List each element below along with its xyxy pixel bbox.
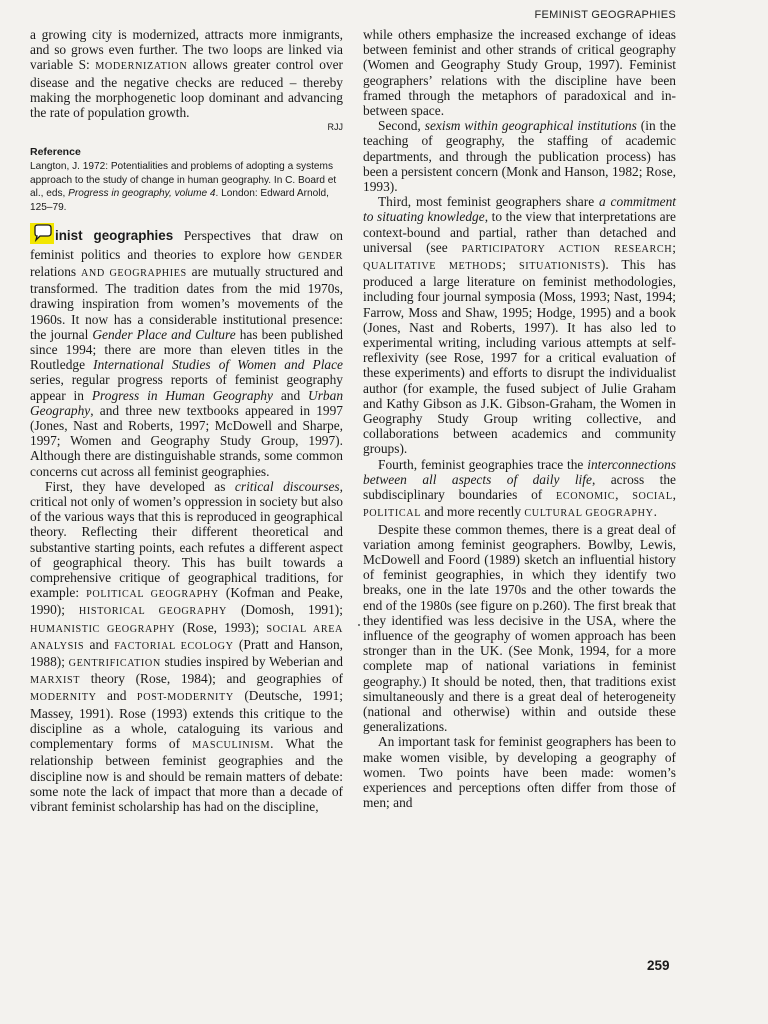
cross-reference: POLITICAL — [363, 508, 422, 520]
entry-paragraph-1 — [30, 223, 343, 479]
cross-reference: HISTORICAL GEOGRAPHY — [78, 606, 227, 618]
italic-phrase: sexism within geographical institutions — [424, 118, 637, 134]
intro-paragraph: a growing city is modernized, attracts more inmigrants, and so grows even further. The two loops are linked via variable S: MODERNIZATION allows greater control over disease and the negative checks are reduced – thereby making the morphogenetic loop dominant and advancing the rate of population growth. — [30, 27, 343, 121]
author-signature: RJJ — [327, 122, 343, 133]
cross-reference: HUMANISTIC GEOGRAPHY — [30, 623, 176, 635]
entry-paragraph-2: First, they have developed as critical discourses, critical not only of women’s oppression in society but also of the various ways that this is reproduced in geographical theory. Reflecting their different theoretical and substantive starting points, each refutes a different aspect of geographical theory. This has built towards a comprehensive critique of geographical traditions, for example: POLITICAL GEOGRAPHY (Kofman and Peake, 1990); HISTORICAL GEOGRAPHY (Domosh, 1991); HUMANISTIC GEOGRAPHY (Rose, 1993); SOCIAL AREA ANALYSIS and FACTORIAL ECOLOGY (Pratt and Hanson, 1988); GENTRIFICATION studies inspired by Weberian and MARXIST theory (Rose, 1984); and geographies of MODERNITY and POST-MODERNITY (Deutsche, 1991; Massey, 1991). Rose (1993) extends this critique to the discipline as a whole, cataloguing its various and complementary forms of MASCULINISM. What the relationship between feminist geographies and the discipline now is and should be remain matters of debate: some note the lack of impact that more than a decade of vibrant feminist scholarship has had on the discipline, — [30, 478, 344, 814]
running-head: FEMINIST GEOGRAPHIES — [534, 9, 676, 21]
cross-reference: AND GEOGRAPHIES — [80, 268, 187, 279]
cross-reference: GENTRIFICATION — [68, 658, 161, 670]
right-paragraph-6: An important task for feminist geographers has been to make women visible, by developing a geography of women. Two points have been made: women’s experiences and perceptions often differ from those of men; and — [363, 734, 676, 811]
italic-phrase: a commitment to situating knowledge — [363, 194, 677, 225]
cross-reference: PARTICIPATORY ACTION RESEARCH — [461, 243, 673, 255]
right-paragraph-3: Third, most feminist geographers share a commitment to situating knowledge, to the view that interpretations are context-bound and partial, rather than detached and universal (see PARTICIPATORY ACTION RESEARCH; QUALITATIVE METHODS; SITUATIONISTS). This has produced a large literature on feminist methodologies, including four journal symposia (Moss, 1993; Nast, 1994; Farrow, Moss and Shaw, 1995; Hodge, 1995) and a book (Jones, Nast and Roberts, 1997). It has also led to experimental writing, including various attempts at self-reflexivity (see Rose, 1997 for a critical evaluation of these experiments) and efforts to disrupt the individualist author (for example, the fused subject of Julie Graham and Kathy Gibson as J.K. Gibson-Graham, the Women in Geography Study Group writing collective, and collaborations between academics and community groups). — [363, 194, 677, 457]
cross-reference: SOCIAL AREA ANALYSIS — [30, 623, 343, 652]
cross-reference: QUALITATIVE METHODS — [363, 261, 503, 273]
entry-headword: inist geographies — [55, 227, 174, 243]
italic-phrase: International Studies of Women and Place — [93, 357, 343, 373]
margin-dot — [358, 624, 360, 626]
italic-phrase: Urban Geography — [30, 387, 344, 418]
italic-phrase: Progress in Human Geography — [91, 387, 273, 403]
cross-reference: SITUATIONISTS — [518, 261, 601, 273]
italic-phrase: Progress in geography, volume 4 — [68, 188, 216, 200]
left-column — [30, 27, 343, 814]
cross-reference: MARXIST — [30, 675, 81, 687]
cross-reference: GENDER — [298, 250, 343, 262]
right-paragraph-2: Second, sexism within geographical institutions (in the teaching of geography, the staffing of academic departments, and through the publication process) has been a persistent concern (Monk and Hanson, 1982; Rose, 1993). — [363, 118, 676, 195]
right-paragraph-1: while others emphasize the increased exchange of ideas between feminist and other strands of critical geography (Women and Geography Study Group, 1997). Feminist geographers’ relations with the discipline have been framed through the metaphors of paradoxical and in-between space. — [363, 27, 676, 119]
italic-phrase: interconnections between all aspects of daily life — [363, 456, 676, 487]
cross-reference: MODERNIZATION — [95, 61, 188, 73]
italic-phrase: Gender Place and Culture — [92, 326, 236, 342]
right-column — [363, 27, 676, 810]
right-paragraph-4: Fourth, feminist geographies trace the interconnections between all aspects of daily life, across the subdisciplinary boundaries of ECONOMIC, SOCIAL, POLITICAL and more recently CULTURAL GEOGRAPHY. — [363, 456, 676, 520]
cross-reference: SOCIAL — [632, 491, 673, 503]
cross-reference: FACTORIAL ECOLOGY — [114, 640, 234, 652]
reference-text: Langton, J. 1972: Potentialities and problems of adopting a systems approach to the study of change in human geography. In C. Board et al., eds, Progress in geography, volume 4. London: Edward Arnold, 125–79. — [30, 161, 337, 213]
cross-reference: CULTURAL GEOGRAPHY — [524, 508, 654, 520]
italic-phrase: critical discourses — [234, 478, 340, 494]
reference-heading: Reference — [30, 146, 81, 159]
cross-reference: MASCULINISM — [192, 740, 271, 752]
entry-paragraph-1-text: Perspectives that draw on feminist politics and theories to explore how GENDER relations AND GEOGRAPHIES are mutually structured and transformed. The tradition dates from the mid 1970s, drawing inspiration from women’s movements of the 1960s. It now has a considerable institutional presence: the journal Gender Place and Culture has been published since 1994; there are more than eleven titles in the Routledge International Studies of Women and Place series, regular progress reports of feminist geography appear in Progress in Human Geography and Urban Geography, and three new textbooks appeared in 1997 (Jones, Nast and Roberts, 1997; McDowell and Sharpe, 1997; Women and Geography Study Group, 1997). Although there are distinguishable strands, some common concerns cut across all feminist geographies. — [30, 227, 344, 479]
cross-reference: POST-MODERNITY — [136, 692, 234, 704]
speech-bubble-icon[interactable] — [30, 223, 54, 247]
cross-reference: ECONOMIC — [556, 491, 616, 503]
page-number: 259 — [647, 958, 670, 973]
cross-reference: MODERNITY — [30, 692, 97, 704]
cross-reference: POLITICAL GEOGRAPHY — [86, 589, 219, 601]
right-paragraph-5: Despite these common themes, there is a great deal of variation among feminist geographers. Bowlby, Lewis, McDowell and Foord (1989) sketch an influential history of feminist geographies, in which they identify two breaks, one in the late 1970s and the other towards the end of the 1980s (see figure on p.260). The first break that they identified was less decisive in the USA, where the influence of the geography of women approach has been stronger than in the UK. (See Monk, 1994, for a more complete map of national variations in feminist geography.) It should be noted, then, that traditions exist simultaneously and there is a great deal of heterogeneity (national and otherwise) within and outside these generalizations. — [363, 521, 676, 735]
